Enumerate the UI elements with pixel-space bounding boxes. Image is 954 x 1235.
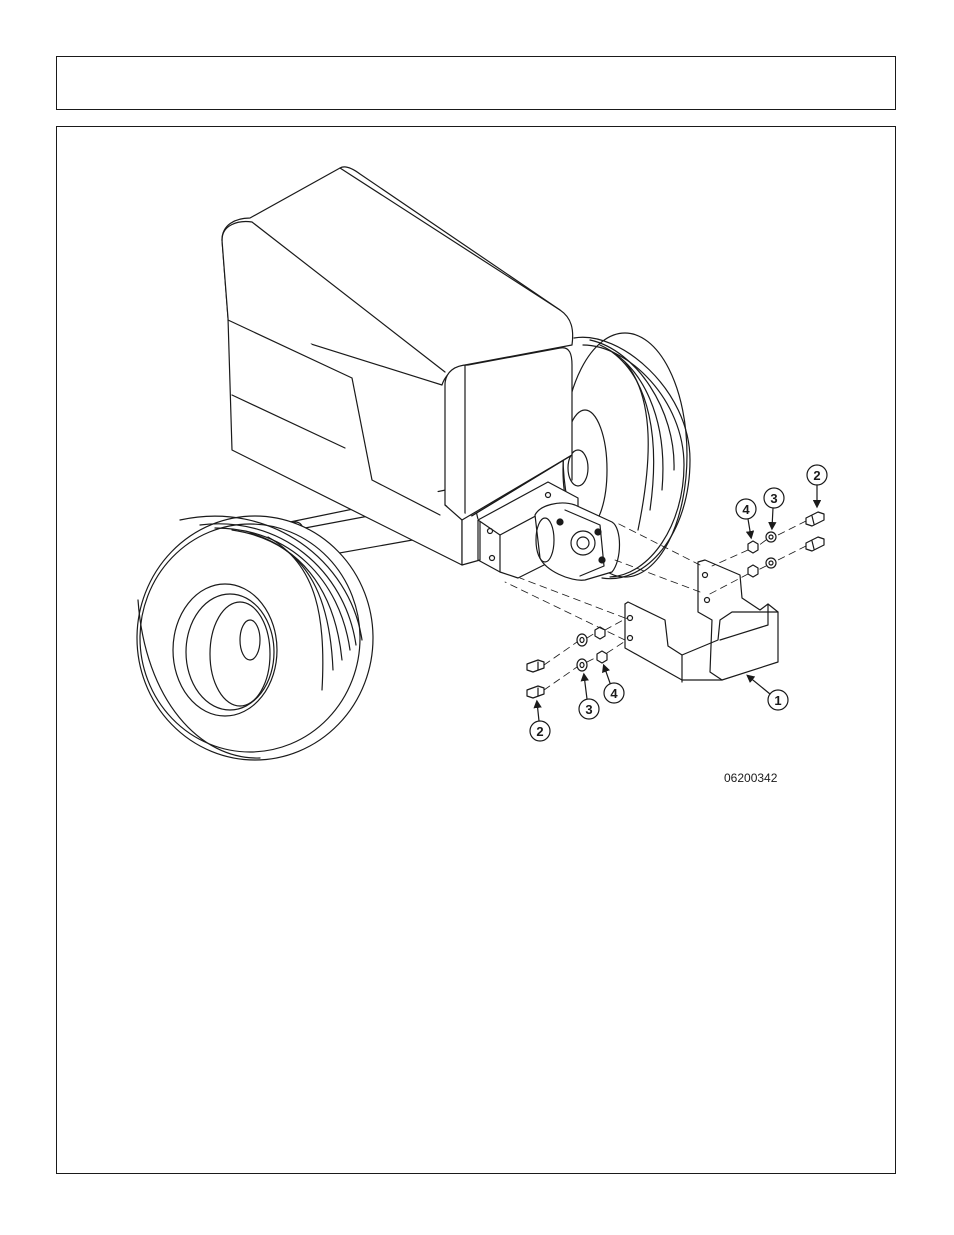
hardware-top-right xyxy=(748,512,824,577)
callout-2-bottom xyxy=(530,702,550,741)
callout-1 xyxy=(748,676,788,710)
callout-3-bottom-label: 3 xyxy=(585,702,593,717)
callout-2-top-label: 2 xyxy=(813,468,821,483)
hardware-bottom-left xyxy=(527,627,607,698)
callout-4-bottom-label: 4 xyxy=(610,686,618,701)
callout-3-top xyxy=(764,488,784,528)
callout-2-bottom-label: 2 xyxy=(536,724,544,739)
callout-4-top xyxy=(736,499,756,537)
callout-3-bottom xyxy=(579,675,599,719)
callout-1-label: 1 xyxy=(774,693,782,708)
callout-3-top-label: 3 xyxy=(770,491,778,506)
callout-4-bottom xyxy=(604,666,624,703)
shield-part xyxy=(625,560,778,682)
callout-4-top-label: 4 xyxy=(742,502,750,517)
drawing-number: 06200342 xyxy=(724,771,778,785)
callout-2-top xyxy=(807,465,827,506)
front-wheel xyxy=(137,516,373,760)
